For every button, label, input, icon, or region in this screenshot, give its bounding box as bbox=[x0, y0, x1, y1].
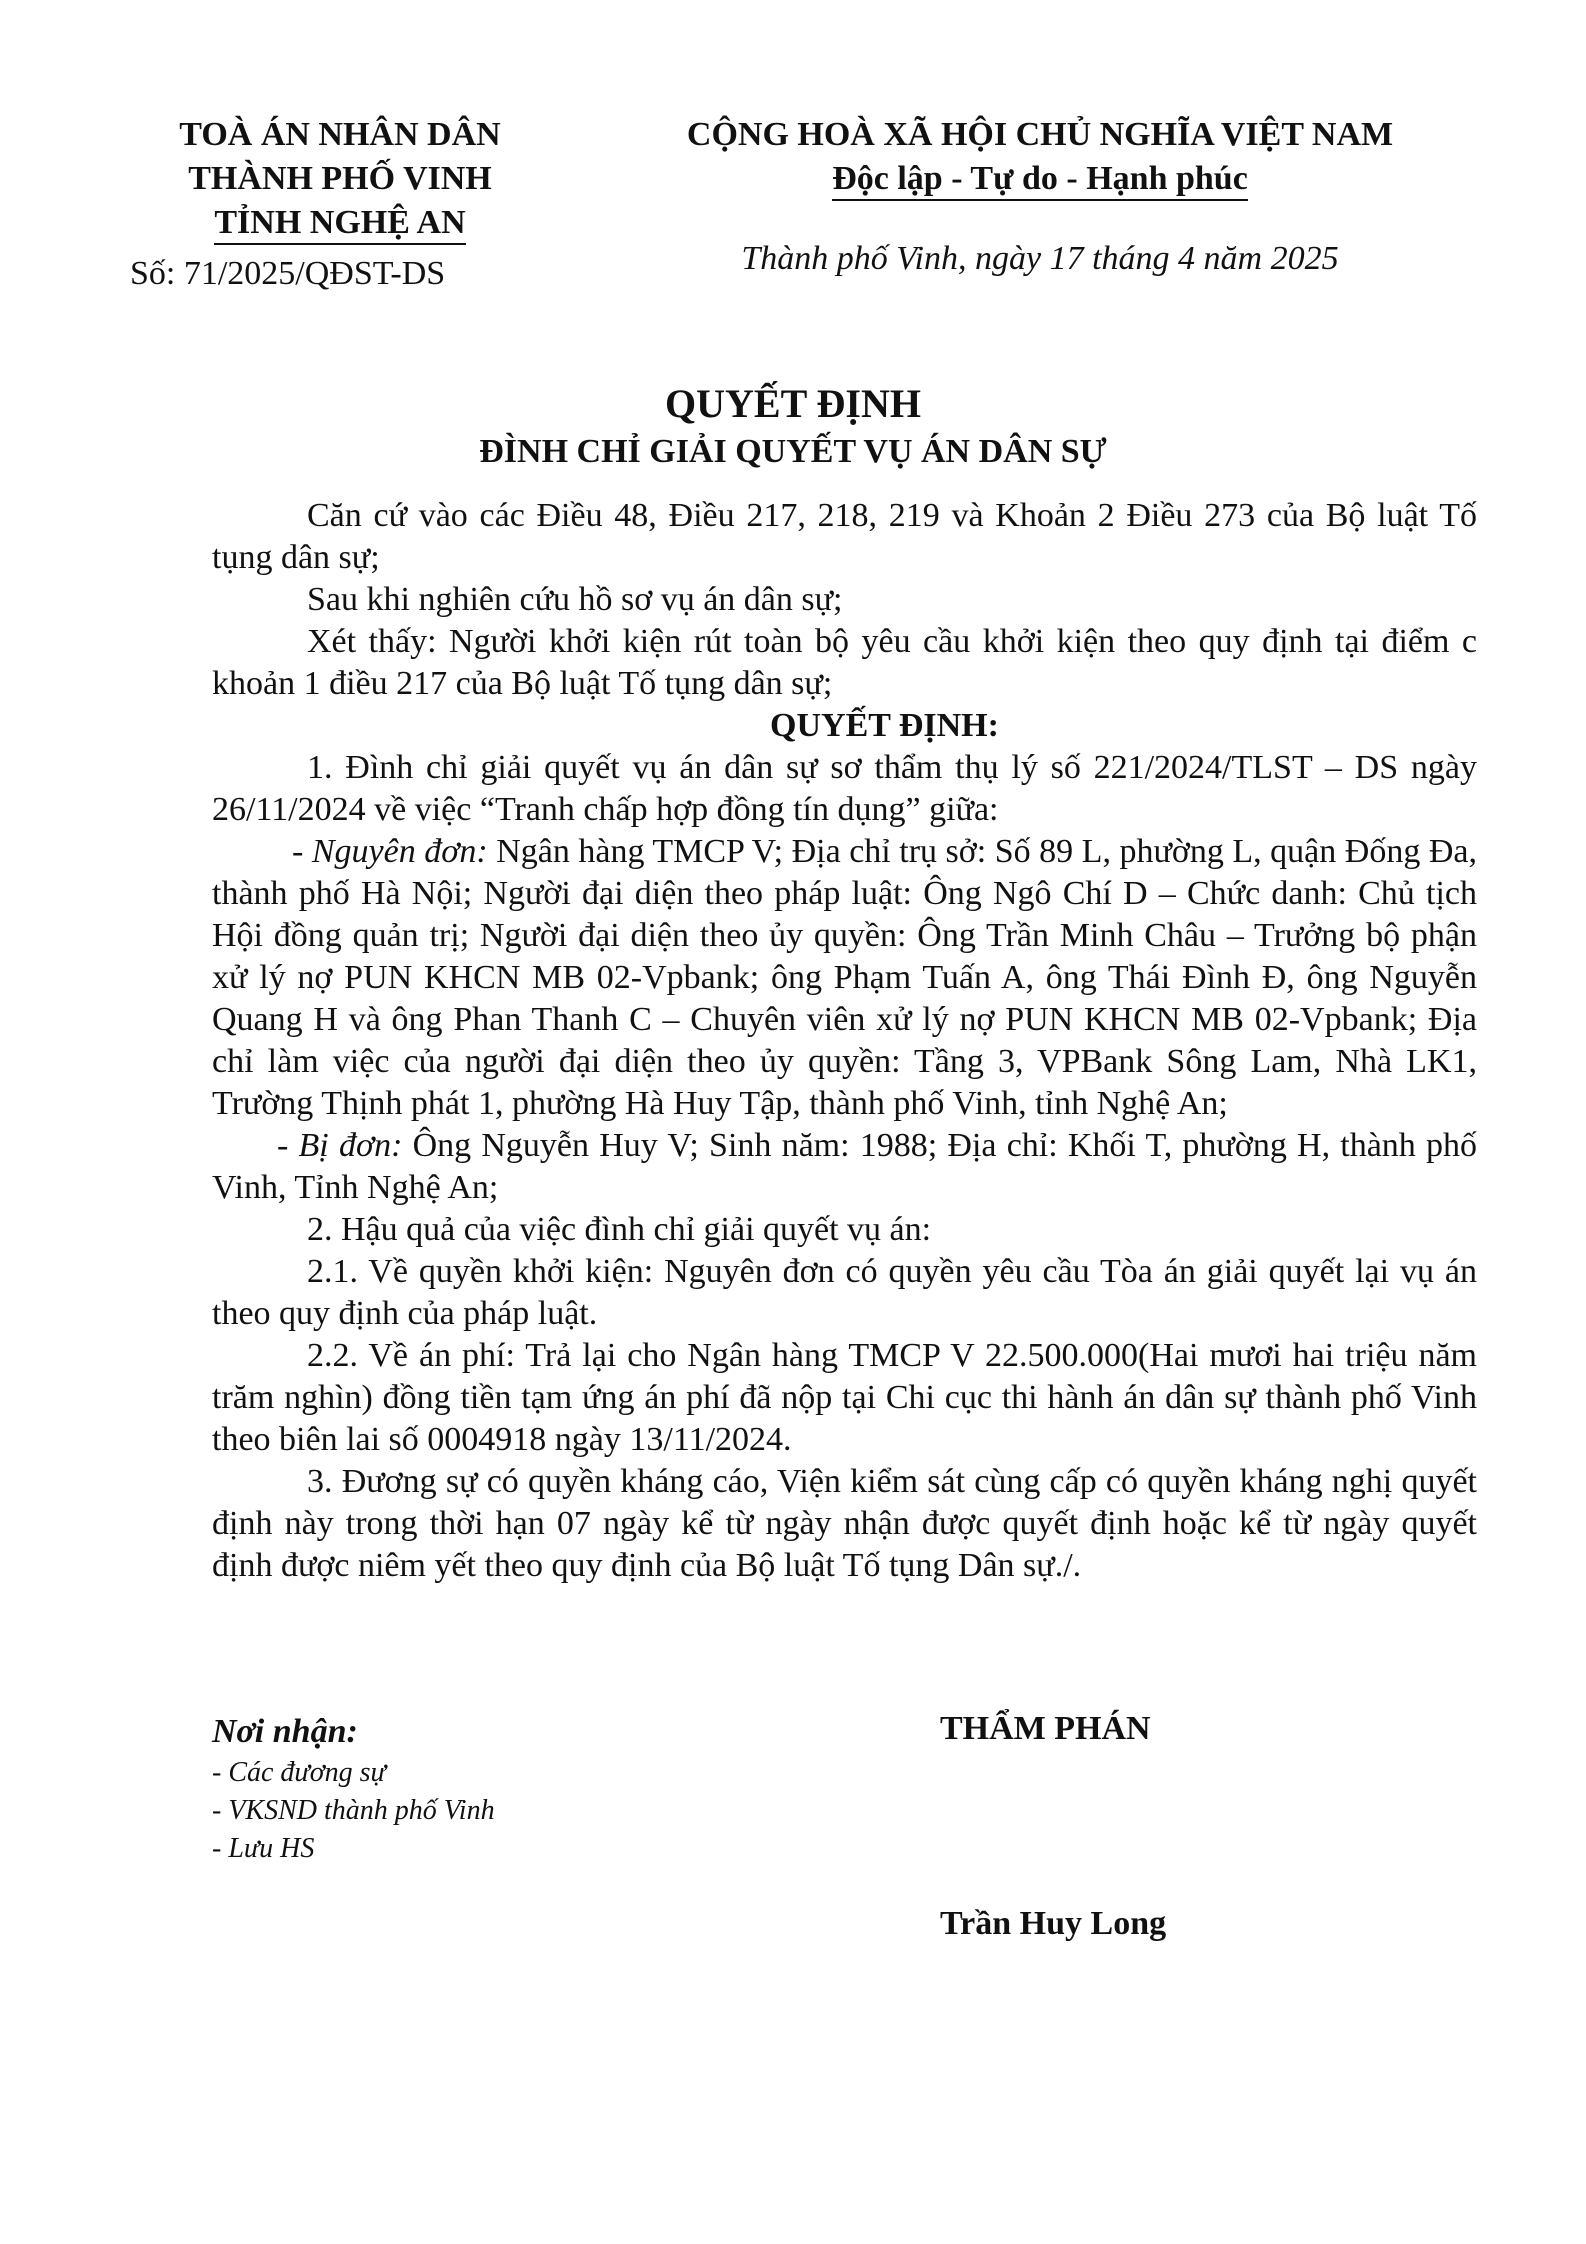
court-name-line3: TỈNH NGHỆ AN bbox=[214, 203, 465, 245]
recipient-item: - Lưu HS bbox=[212, 1833, 315, 1864]
decision-item-3: 3. Đương sự có quyền kháng cáo, Viện kiểm sát cùng cấp có quyền kháng nghị quyết định này trong thời hạn 07 ngày kể từ ngày nhận được quyết định hoặc kể từ ngày quyết định được niêm yết theo quy định của Bộ luật Tố tụng Dân sự./. bbox=[212, 1463, 1477, 1584]
recipients-label: Nơi nhận: bbox=[212, 1713, 358, 1750]
national-header bbox=[600, 113, 1480, 201]
court-name-line2: THÀNH PHỐ VINH bbox=[188, 160, 492, 197]
document-body bbox=[212, 495, 1477, 1587]
plaintiff-prefix: - bbox=[292, 833, 312, 870]
place-date: Thành phố Vinh, ngày 17 tháng 4 năm 2025 bbox=[741, 240, 1339, 277]
decision-item-2-1: 2.1. Về quyền khởi kiện: Nguyên đơn có quyền yêu cầu Tòa án giải quyết lại vụ án theo quy định của pháp luật. bbox=[212, 1253, 1477, 1332]
recipients-block bbox=[212, 1710, 712, 1868]
defendant-label: Bị đơn: bbox=[298, 1127, 403, 1164]
recipient-item: - VKSND thành phố Vinh bbox=[212, 1795, 495, 1826]
defendant-text: Ông Nguyễn Huy V; Sinh năm: 1988; Địa chỉ: Khối T, phường H, thành phố Vinh, Tỉnh Nghệ An; bbox=[212, 1127, 1478, 1206]
nation-name: CỘNG HOÀ XÃ HỘI CHỦ NGHĨA VIỆT NAM bbox=[686, 116, 1394, 153]
recipient-item: - Các đương sự bbox=[212, 1757, 386, 1788]
legal-basis-2: Sau khi nghiên cứu hồ sơ vụ án dân sự; bbox=[307, 581, 843, 618]
decision-item-2: 2. Hậu quả của việc đình chỉ giải quyết vụ án: bbox=[307, 1211, 932, 1248]
legal-basis-1: Căn cứ vào các Điều 48, Điều 217, 218, 219 và Khoản 2 Điều 273 của Bộ luật Tố tụng dân sự; bbox=[212, 497, 1477, 576]
signer-title: THẨM PHÁN bbox=[940, 1710, 1151, 1747]
document-title: QUYẾT ĐỊNH bbox=[665, 381, 921, 426]
plaintiff-paragraph bbox=[212, 831, 1477, 1125]
decision-item-2-2: 2.2. Về án phí: Trả lại cho Ngân hàng TMCP V 22.500.000(Hai mươi hai triệu năm trăm nghìn) đồng tiền tạm ứng án phí đã nộp tại Chi cục thi hành án dân sự thành phố Vinh theo biên lai số 0004918 ngày 13/11/2024. bbox=[212, 1337, 1477, 1458]
document-number: Số: 71/2025/QĐST-DS bbox=[130, 255, 446, 292]
decision-item-1: 1. Đình chỉ giải quyết vụ án dân sự sơ thẩm thụ lý số 221/2024/TLST – DS ngày 26/11/2024 về việc “Tranh chấp hợp đồng tín dụng” giữa: bbox=[212, 749, 1477, 828]
decision-heading: QUYẾT ĐỊNH: bbox=[770, 707, 999, 744]
court-header bbox=[120, 113, 560, 245]
document-subtitle: ĐÌNH CHỈ GIẢI QUYẾT VỤ ÁN DÂN SỰ bbox=[479, 433, 1107, 470]
signer-name: Trần Huy Long bbox=[940, 1905, 1167, 1942]
plaintiff-label: Nguyên đơn: bbox=[311, 833, 488, 870]
defendant-paragraph bbox=[212, 1125, 1477, 1209]
court-name-line1: TOÀ ÁN NHÂN DÂN bbox=[179, 116, 501, 153]
plaintiff-text: Ngân hàng TMCP V; Địa chỉ trụ sở: Số 89 L, phường L, quận Đống Đa, thành phố Hà Nội; Người đại diện theo pháp luật: Ông Ngô Chí D – Chức danh: Chủ tịch Hội đồng quản trị; Người đại diện theo ủy quyền: Ông Trần Minh Châu – Trưởng bộ phận xử lý nợ PUN KHCN MB 02-Vpbank; ông Phạm Tuấn A, ông Thái Đình Đ, ông Nguyễn Quang H và ông Phan Thanh C – Chuyên viên xử lý nợ PUN KHCN MB 02-Vpbank; Địa chỉ làm việc của người đại diện theo ủy quyền: Tầng 3, VPBank Sông Lam, Nhà LK1, Trường Thịnh phát 1, phường Hà Huy Tập, thành phố Vinh, tỉnh Nghệ An; bbox=[212, 833, 1477, 1122]
defendant-prefix: - bbox=[277, 1127, 299, 1164]
national-motto: Độc lập - Tự do - Hạnh phúc bbox=[832, 159, 1248, 201]
legal-basis-3: Xét thấy: Người khởi kiện rút toàn bộ yêu cầu khởi kiện theo quy định tại điểm c khoản 1 điều 217 của Bộ luật Tố tụng dân sự; bbox=[212, 623, 1477, 702]
